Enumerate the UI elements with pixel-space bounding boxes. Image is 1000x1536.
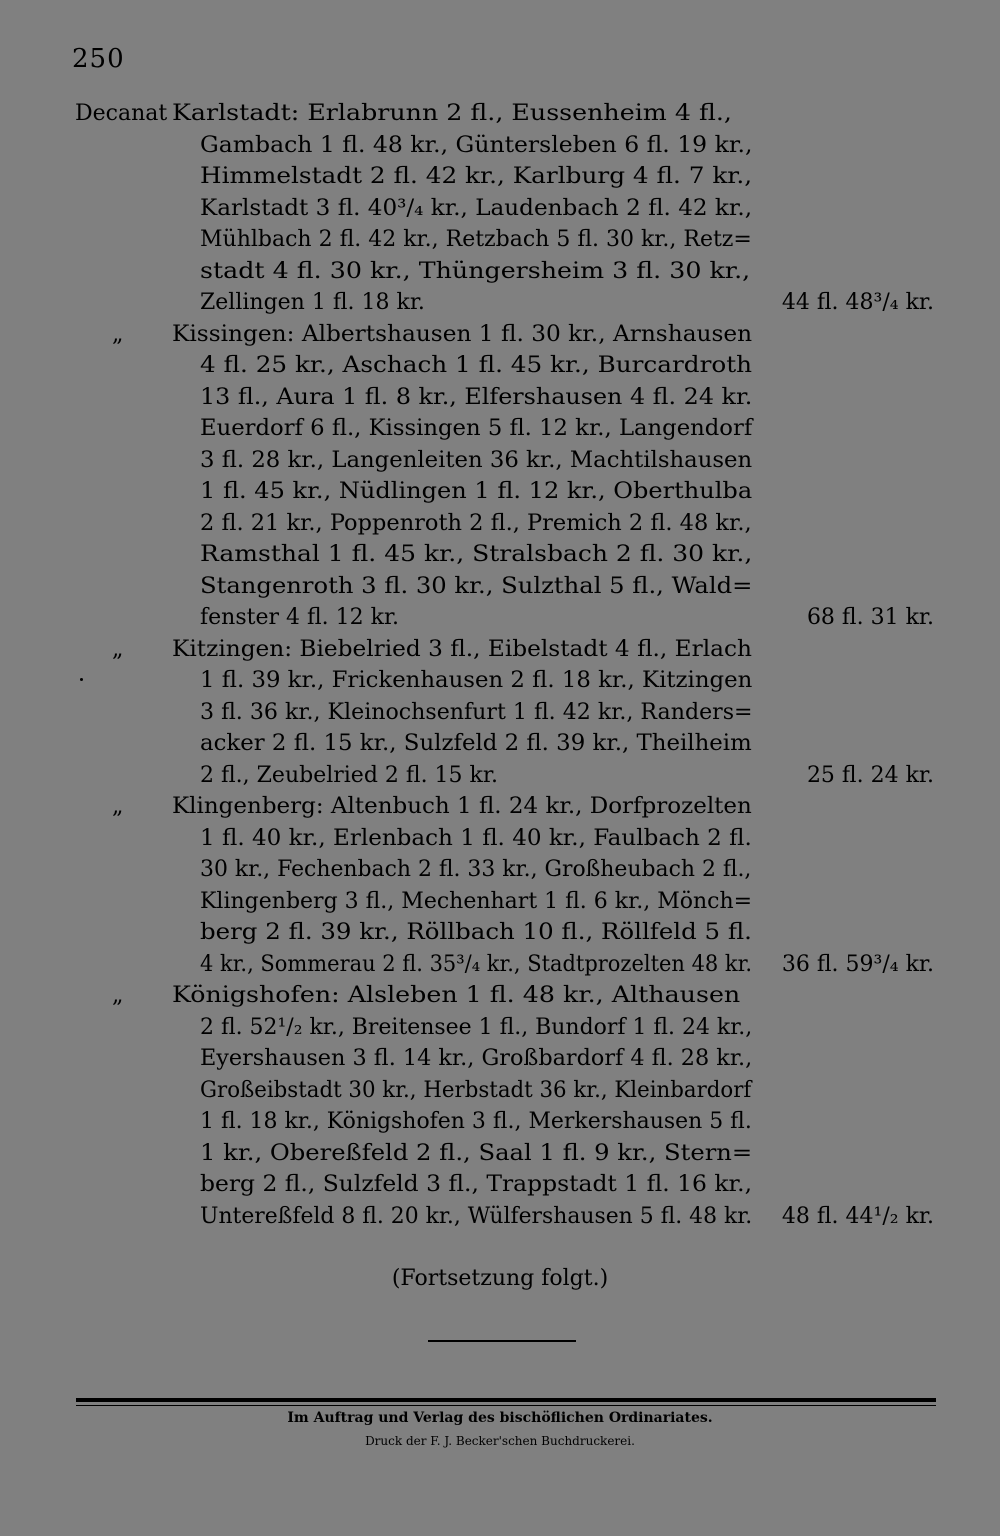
footer-rule-thick (76, 1398, 936, 1402)
entry-line: berg 2 fl., Sulzfeld 3 fl., Trappstadt 1 fl. 16 kr., (200, 1172, 753, 1197)
page-number: 250 (72, 44, 125, 74)
entry-line: 13 fl., Aura 1 fl. 8 kr., Elfershausen 4 fl. 24 kr. (200, 384, 753, 410)
entry-line: Klingenberg 3 fl., Mechenhart 1 fl. 6 kr., Mönch= (200, 888, 753, 914)
entry-line: Eyershausen 3 fl. 14 kr., Großbardorf 4 fl. 28 kr., (200, 1046, 753, 1071)
ditto-mark: „ (112, 983, 124, 1008)
entry-line: 1 fl. 45 kr., Nüdlingen 1 fl. 12 kr., Oberthulba (200, 479, 753, 504)
entry-line: fenster 4 fl. 12 kr. (200, 605, 400, 630)
section-total: 68 fl. 31 kr. (806, 605, 934, 630)
entry-line: Stangenroth 3 fl. 30 kr., Sulzthal 5 fl., Wald= (200, 573, 753, 599)
entry-line: 1 kr., Obereßfeld 2 fl., Saal 1 fl. 9 kr., Stern= (200, 1140, 753, 1166)
entry-line: Gambach 1 fl. 48 kr., Güntersleben 6 fl. 19 kr., (200, 132, 753, 158)
entry-line: 1 fl. 39 kr., Frickenhausen 2 fl. 18 kr., Kitzingen (200, 668, 753, 693)
entry-line: 4 fl. 25 kr., Aschach 1 fl. 45 kr., Burcardroth (200, 353, 753, 378)
section-total: 36 fl. 59³/₄ kr. (781, 951, 934, 977)
entry-line: 1 fl. 18 kr., Königshofen 3 fl., Merkershausen 5 fl. (200, 1109, 752, 1134)
print-speck (80, 678, 83, 681)
ditto-mark: „ (112, 636, 124, 662)
entry-line: Ramsthal 1 fl. 45 kr., Stralsbach 2 fl. 30 kr., (200, 542, 753, 567)
entry-line: 3 fl. 36 kr., Kleinochsenfurt 1 fl. 42 kr., Randers= (200, 699, 753, 725)
entry-line: Himmelstadt 2 fl. 42 kr., Karlburg 4 fl. 7 kr., (200, 164, 753, 189)
section-total: 25 fl. 24 kr. (806, 762, 934, 788)
imprint-publisher: Im Auftrag und Verlag des bischöflichen Ordinariates. (287, 1410, 713, 1426)
ditto-mark: „ (112, 321, 124, 347)
ditto-mark: „ (112, 794, 124, 819)
short-divider (428, 1340, 576, 1342)
entry-line: Untereßfeld 8 fl. 20 kr., Wülfershausen 5 fl. 48 kr. (200, 1203, 753, 1229)
entry-line: Königshofen: Alsleben 1 fl. 48 kr., Althausen (172, 983, 741, 1008)
entry-line: 30 kr., Fechenbach 2 fl. 33 kr., Großheubach 2 fl., (200, 857, 752, 882)
section-total: 44 fl. 48³/₄ kr. (781, 290, 934, 315)
entry-line: 2 fl. 21 kr., Poppenroth 2 fl., Premich 2 fl. 48 kr., (200, 510, 752, 536)
entry-line: 3 fl. 28 kr., Langenleiten 36 kr., Machtilshausen (200, 447, 753, 473)
entry-line: Kissingen: Albertshausen 1 fl. 30 kr., Arnshausen (172, 321, 753, 347)
entry-line: Euerdorf 6 fl., Kissingen 5 fl. 12 kr., Langendorf (200, 416, 753, 441)
footer-rule-thin (76, 1405, 936, 1406)
entry-line: Klingenberg: Altenbuch 1 fl. 24 kr., Dorfprozelten (172, 794, 752, 819)
entry-line: stadt 4 fl. 30 kr., Thüngersheim 3 fl. 30 kr., (200, 258, 751, 284)
entry-line: Zellingen 1 fl. 18 kr. (200, 290, 425, 315)
entry-line: Großeibstadt 30 kr., Herbstadt 36 kr., Kleinbardorf (200, 1077, 752, 1103)
entry-line: Mühlbach 2 fl. 42 kr., Retzbach 5 fl. 30 kr., Retz= (200, 227, 752, 252)
entry-line: Kitzingen: Biebelried 3 fl., Eibelstadt 4 fl., Erlach (172, 636, 752, 662)
entry-line: 2 fl. 52¹/₂ kr., Breitensee 1 fl., Bundorf 1 fl. 24 kr., (200, 1014, 753, 1040)
entry-line: 1 fl. 40 kr., Erlenbach 1 fl. 40 kr., Faulbach 2 fl. (200, 825, 752, 851)
imprint-printer: Druck der F. J. Becker'schen Buchdruckerei. (365, 1434, 635, 1448)
entry-line: Karlstadt: Erlabrunn 2 fl., Eussenheim 4 fl., (172, 101, 732, 126)
entry-line: berg 2 fl. 39 kr., Röllbach 10 fl., Röllfeld 5 fl. (200, 920, 752, 945)
continuation-note: (Fortsetzung folgt.) (391, 1266, 609, 1291)
entry-line: 4 kr., Sommerau 2 fl. 35³/₄ kr., Stadtprozelten 48 kr. (200, 951, 753, 977)
entry-line: Karlstadt 3 fl. 40³/₄ kr., Laudenbach 2 fl. 42 kr., (200, 195, 753, 221)
entry-line: 2 fl., Zeubelried 2 fl. 15 kr. (200, 762, 498, 788)
entry-line: acker 2 fl. 15 kr., Sulzfeld 2 fl. 39 kr., Theilheim (200, 731, 752, 756)
decanat-label: Decanat (75, 101, 168, 126)
section-total: 48 fl. 44¹/₂ kr. (781, 1203, 934, 1229)
